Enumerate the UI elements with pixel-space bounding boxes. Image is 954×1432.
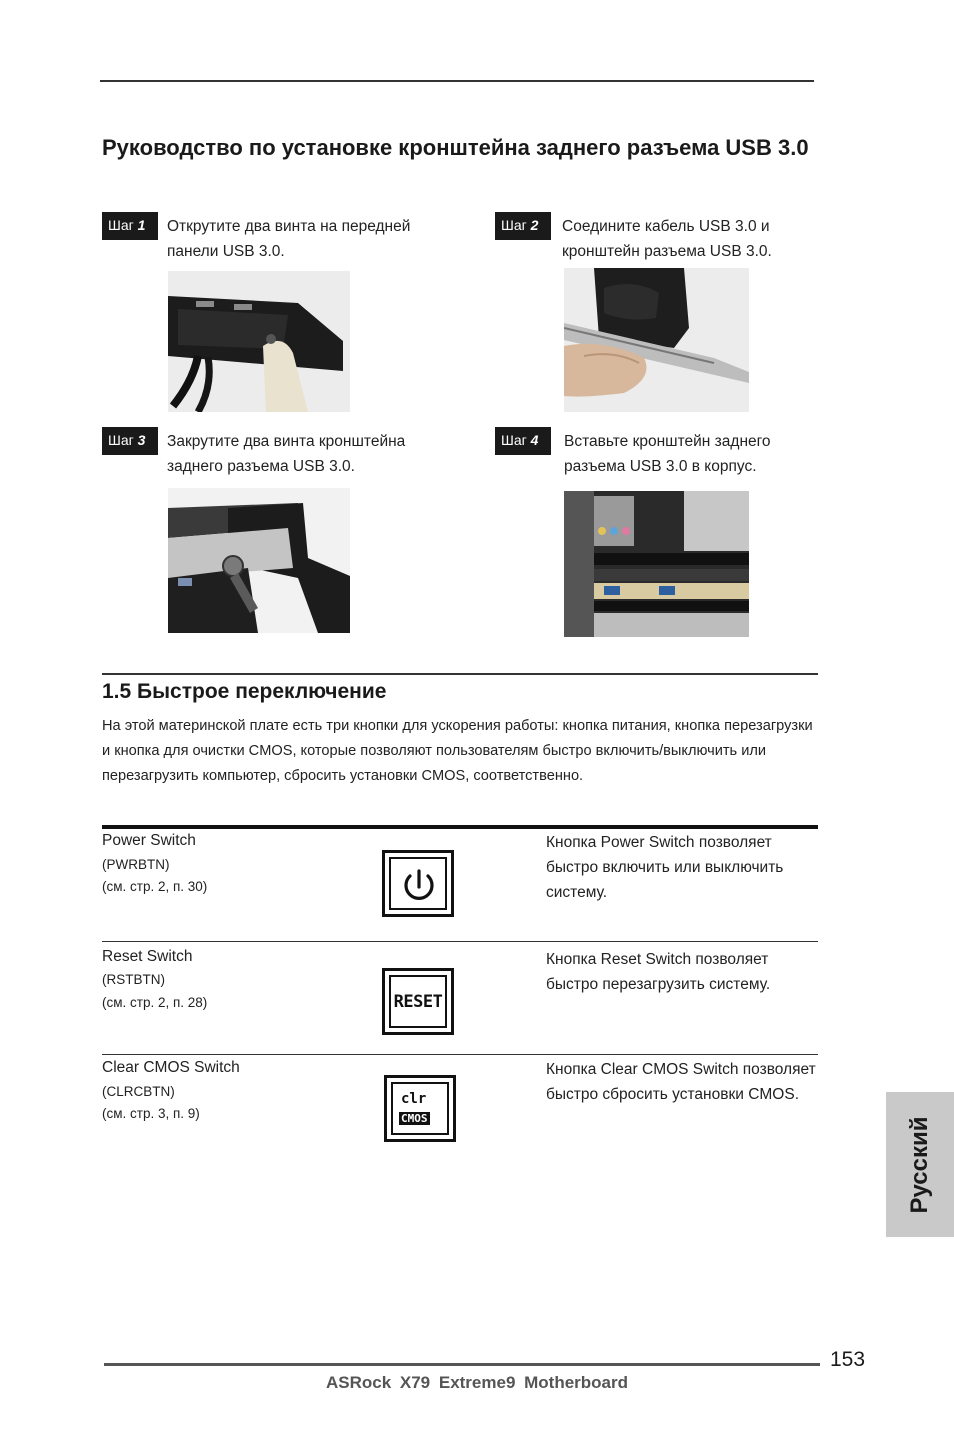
step-4-photo <box>564 491 749 637</box>
table-row-rule-2 <box>102 1054 818 1055</box>
section-rule <box>102 673 818 675</box>
step-badge-2 <box>495 212 551 240</box>
step-number: 1 <box>137 217 146 233</box>
reset-switch-desc: Кнопка Reset Switch позволяет быстро перезагрузить систему. <box>546 951 771 993</box>
step-4-text <box>564 429 818 479</box>
footer-rule <box>104 1363 820 1366</box>
step-3-line-2: заднего разъема USB 3.0. <box>167 458 355 475</box>
reset-switch-code: (RSTBTN) <box>102 972 165 987</box>
section-paragraph: На этой материнской плате есть три кнопки для ускорения работы: кнопка питания, кнопка перезагрузки и кнопка для очистки CMOS, которые позволяют пользователям быстро включить/выключить или перезагрузить компьютер, сбросить установки CMOS, соответственно. <box>102 718 813 784</box>
clear-cmos-switch-code: (CLRCBTN) <box>102 1084 175 1099</box>
reset-switch-ref: (см. стр. 2, п. 28) <box>102 995 208 1010</box>
step-2-text <box>562 214 818 264</box>
clear-cmos-switch-ref: (см. стр. 3, п. 9) <box>102 1106 200 1121</box>
reset-icon-text: RESET <box>393 991 443 1012</box>
step-2-line-2: кронштейн разъема USB 3.0. <box>562 243 772 260</box>
reset-switch-icon-box <box>382 968 454 1035</box>
step-4-line-2: разъема USB 3.0 в корпус. <box>564 458 757 475</box>
step-3-text <box>167 429 477 479</box>
power-switch-code: (PWRBTN) <box>102 857 170 872</box>
step-1-text <box>167 214 477 264</box>
step-label: Шаг <box>501 217 527 233</box>
step-4-line-1: Вставьте кронштейн заднего <box>564 433 771 450</box>
language-label: Русский <box>906 1116 933 1213</box>
reset-switch-name: Reset Switch <box>102 948 193 965</box>
clear-cmos-switch-desc: Кнопка Clear CMOS Switch позволяет быстро сбросить установки CMOS. <box>546 1061 816 1103</box>
power-switch-ref: (см. стр. 2, п. 30) <box>102 879 208 894</box>
step-label: Шаг <box>108 217 134 233</box>
clear-cmos-switch-name: Clear CMOS Switch <box>102 1059 240 1076</box>
step-number: 4 <box>530 432 539 448</box>
step-1-line-1: Открутите два винта на передней <box>167 218 411 235</box>
step-number: 3 <box>137 432 146 448</box>
page-title: Руководство по установке кронштейна заднего разъема USB 3.0 <box>102 135 809 160</box>
step-badge-1 <box>102 212 158 240</box>
power-switch-desc: Кнопка Power Switch позволяет быстро включить или выключить систему. <box>546 834 784 901</box>
table-row-rule-1 <box>102 941 818 942</box>
step-badge-3 <box>102 427 158 455</box>
power-icon <box>391 859 447 912</box>
step-label: Шаг <box>501 432 527 448</box>
cmos-icon-text: CMOS <box>401 1112 428 1125</box>
reset-switch-icon-frame <box>389 975 447 1028</box>
clear-cmos-switch-icon-box <box>384 1075 456 1142</box>
top-rule <box>100 80 814 82</box>
step-number: 2 <box>530 217 539 233</box>
clear-cmos-switch-icon-frame <box>391 1082 449 1135</box>
page-number: 153 <box>830 1348 866 1371</box>
step-badge-4 <box>495 427 551 455</box>
step-label: Шаг <box>108 432 134 448</box>
step-3-line-1: Закрутите два винта кронштейна <box>167 433 406 450</box>
step-2-line-1: Соедините кабель USB 3.0 и <box>562 218 770 235</box>
table-top-rule <box>102 825 818 829</box>
power-switch-icon-box <box>382 850 454 917</box>
clr-icon-text: clr <box>401 1091 427 1107</box>
step-3-photo <box>168 488 350 633</box>
power-switch-name: Power Switch <box>102 832 196 849</box>
power-switch-icon-frame <box>389 857 447 910</box>
section-title: 1.5 Быстрое переключение <box>102 680 387 703</box>
footer-text: ASRock X79 Extreme9 Motherboard <box>325 1373 629 1392</box>
step-1-line-2: панели USB 3.0. <box>167 243 285 260</box>
language-side-tab <box>886 1092 954 1237</box>
step-2-photo <box>564 268 749 412</box>
step-1-photo <box>168 271 350 412</box>
